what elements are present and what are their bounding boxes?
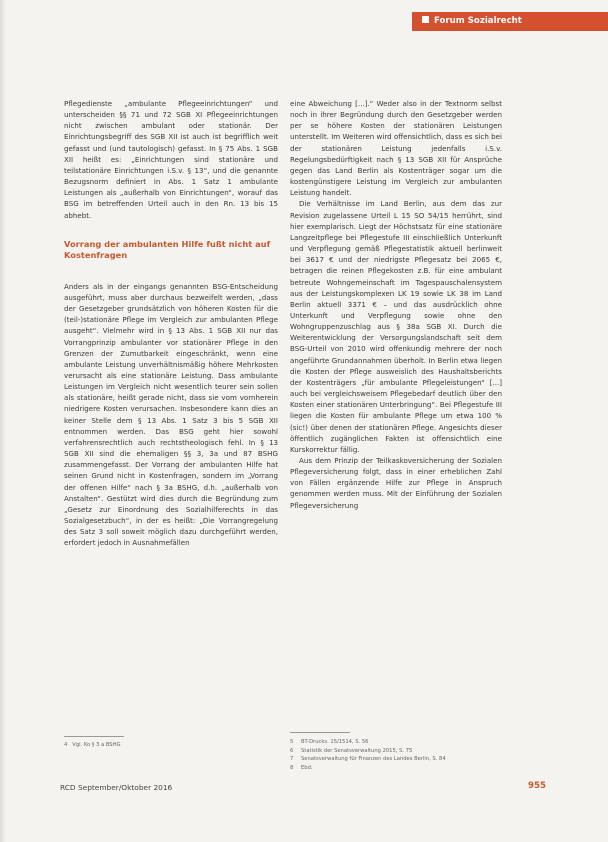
footnote (290, 747, 502, 756)
subheading: Vorrang der ambulanten Hilfe fußt nicht auf Kostenfragen (64, 238, 271, 260)
section-square-icon (422, 16, 429, 23)
footnote (290, 764, 502, 773)
right-paragraph-3: Aus dem Prinzip der Teilkaskoversicherung der Sozialen Pflegeversicherung folgt, dass in einer erheblichen Zahl von Fällen ergänzende Hilfe zur Pflege in Anspruch genommen werden muss. Mit der Einführung der Sozialen Pflegeversicherung (290, 456, 502, 510)
section-title: Forum Sozialrecht (434, 16, 522, 26)
page-edge-shadow (0, 0, 6, 842)
footnote-number: 6 (290, 747, 294, 754)
footnote-text: Ebd. (301, 764, 313, 771)
footnote-number: 7 (290, 756, 294, 763)
footnotes-right (290, 738, 502, 772)
footnote-text: Senatsverwaltung für Finanzen des Landes Berlin, S. 84 (301, 756, 446, 763)
journal-footer: RCD September/Oktober 2016 (60, 783, 173, 792)
footnote (290, 738, 502, 747)
left-paragraph-2: Anders als in der eingangs genannten BSG-Entscheidung ausgeführt, muss aber durchaus bezweifelt werden, „dass der Gesetzgeber grundsätzlich von höheren Kosten für die (teil-)stationäre Pflege im Vergleich zur ambulanten Pflege ausgeht“. Vielmehr wird in § 13 Abs. 1 SGB XII nur das Vorrangprinzip ambulanter vor stationärer Pflege in den Grenzen der Zumutbarkeit eingeschränkt, wenn eine ambulante Leistung unverhältnismäßig höhere Mehrkosten verursacht als eine stationäre Leistung. Dass ambulante Leistungen im Vergleich nicht wesentlich teurer sein sollen als stationäre, heißt gerade nicht, dass sie vom vornherein niedrigere Kosten verursachen. Insbesondere kann dies an keiner Stelle dem § 13 Abs. 1 Satz 3 bis 5 SGB XII entnommen werden. Das BSG geht hier sowohl verfahrensrechtlich auch rechtstheologisch fehl. In § 13 SGB XII sind die ehemaligen §§ 3, 3a und 87 BSHG zusammengefasst. Der Vorrang der ambulanten Hilfe hat seinen Grund nicht in Kostenfragen, sondern im „Vorrang der offenen Hilfe“ nach § 3a BSHG, d.h. „außerhalb von Anstalten“. Gestützt wird dies durch die Begründung zum „Gesetz zur Einordnung des Sozialhilferechts in das Sozialgesetzbuch“, in der es heißt: „Die Vorrangregelung des Satz 3 soll soweit möglich dazu durchgeführt werden, erfordert jedoch in Ausnahmefällen (64, 281, 278, 548)
right-paragraph-2: Die Verhältnisse im Land Berlin, aus dem das zur Revision zugelassene Urteil L 15 SO 54/15 herrührt, sind hier exemplarisch. Liegt der Höchstsatz für eine stationäre Langzeitpflege bei Pflegestufe III einschließlich Unterkunft und Verpflegung gemäß Pflegestatistik aktuell berlinweit bei 3617 € und der niedrigste Pflegesatz bei 2065 €, betragen die reinen Pflegekosten z.B. für eine ambulant betreute Wohngemeinschaft im Tagespauschalensystem aus der Leistungskomplexen LK 19 sowie LK 38 im Land Berlin aktuell 3371 € – und das ausdrücklich ohne Unterkunft und Verpflegung sowie ohne den Wohngruppenzuschlag aus § 38a SGB XI. Durch die Weiterentwicklung der Versorgungslandschaft seit dem BSG-Urteil von 2010 wird offenkundig mehrere der noch angeführte Grundannahmen überholt. In Berlin etwa liegen die Kosten der Pflege ausweislich des Haushaltsberichts der Kostenträgers „für ambulante Pflegeleistungen“ [...] auch bei vergleichsweisem Pflegebedarf deutlich über den Kosten einer stationären Unterbringung“. Bei Pflegestufe III liegen die Kosten für ambulante Pflege um etwa 100 % (sic!) über denen der stationären Pflege. Angesichts dieser öffentlich zugänglichen Fakten ist offensichtlich eine Kurskorrektur fällig. (290, 199, 502, 454)
footnote-rule-left (64, 736, 124, 737)
footnotes-left (64, 742, 121, 748)
footnote-text: Vgl. Ko § 3 a BSHG (72, 742, 121, 748)
left-column (64, 98, 278, 548)
footnote-rule-right (290, 732, 350, 733)
footnote-text: Statistik der Senatsverwaltung 2015, S. 75 (301, 747, 413, 754)
right-column (290, 98, 502, 511)
page-number: 955 (528, 781, 546, 791)
footnote-text: BT-Drucks. 15/1514, S. 56 (301, 739, 369, 745)
right-paragraph-1: eine Abweichung [...].“ Weder also in der Textnorm selbst noch in ihrer Begründung durch den Gesetzgeber werden per se höhere Kosten der stationären Leistungen unterstellt. Im Weiteren wird offensichtlich, dass es sich bei der stationären Leistung jedenfalls i.S.v. Regelungsbedürftigkeit nach § 13 SGB XII für Ansprüche gegen das Land Berlin als Kostenträger sogar um die kostengünstigere Leistung im Vergleich zur ambulanten Leistung handelt. (290, 99, 502, 198)
left-paragraph-1: Pflegedienste „ambulante Pflegeeinrichtungen“ und unterscheiden §§ 71 und 72 SGB XI Pflegeeinrichtungen nicht zwischen ambulant oder stationär. Der Einrichtungsbegriff des SGB XII ist auch ist begrifflich weit gefasst und (und tautologisch) gefasst. In § 75 Abs. 1 SGB XII heißt es: „Einrichtungen sind stationäre und teilstationäre Einrichtungen i.S.v. § 13“, und die genannte Bezugsnorm definiert in Abs. 1 Satz 1 ambulante Leistungen als „außerhalb von Einrichtungen“, worauf das BSG im betreffenden Urteil auch in den Rn. 13 bis 15 abhebt. (64, 99, 278, 220)
footnote (290, 755, 502, 764)
footnote-number: 8 (290, 764, 294, 771)
footnote-number: 4 (64, 742, 68, 748)
footnote-number: 5 (290, 739, 294, 745)
section-header-bar (412, 12, 608, 31)
